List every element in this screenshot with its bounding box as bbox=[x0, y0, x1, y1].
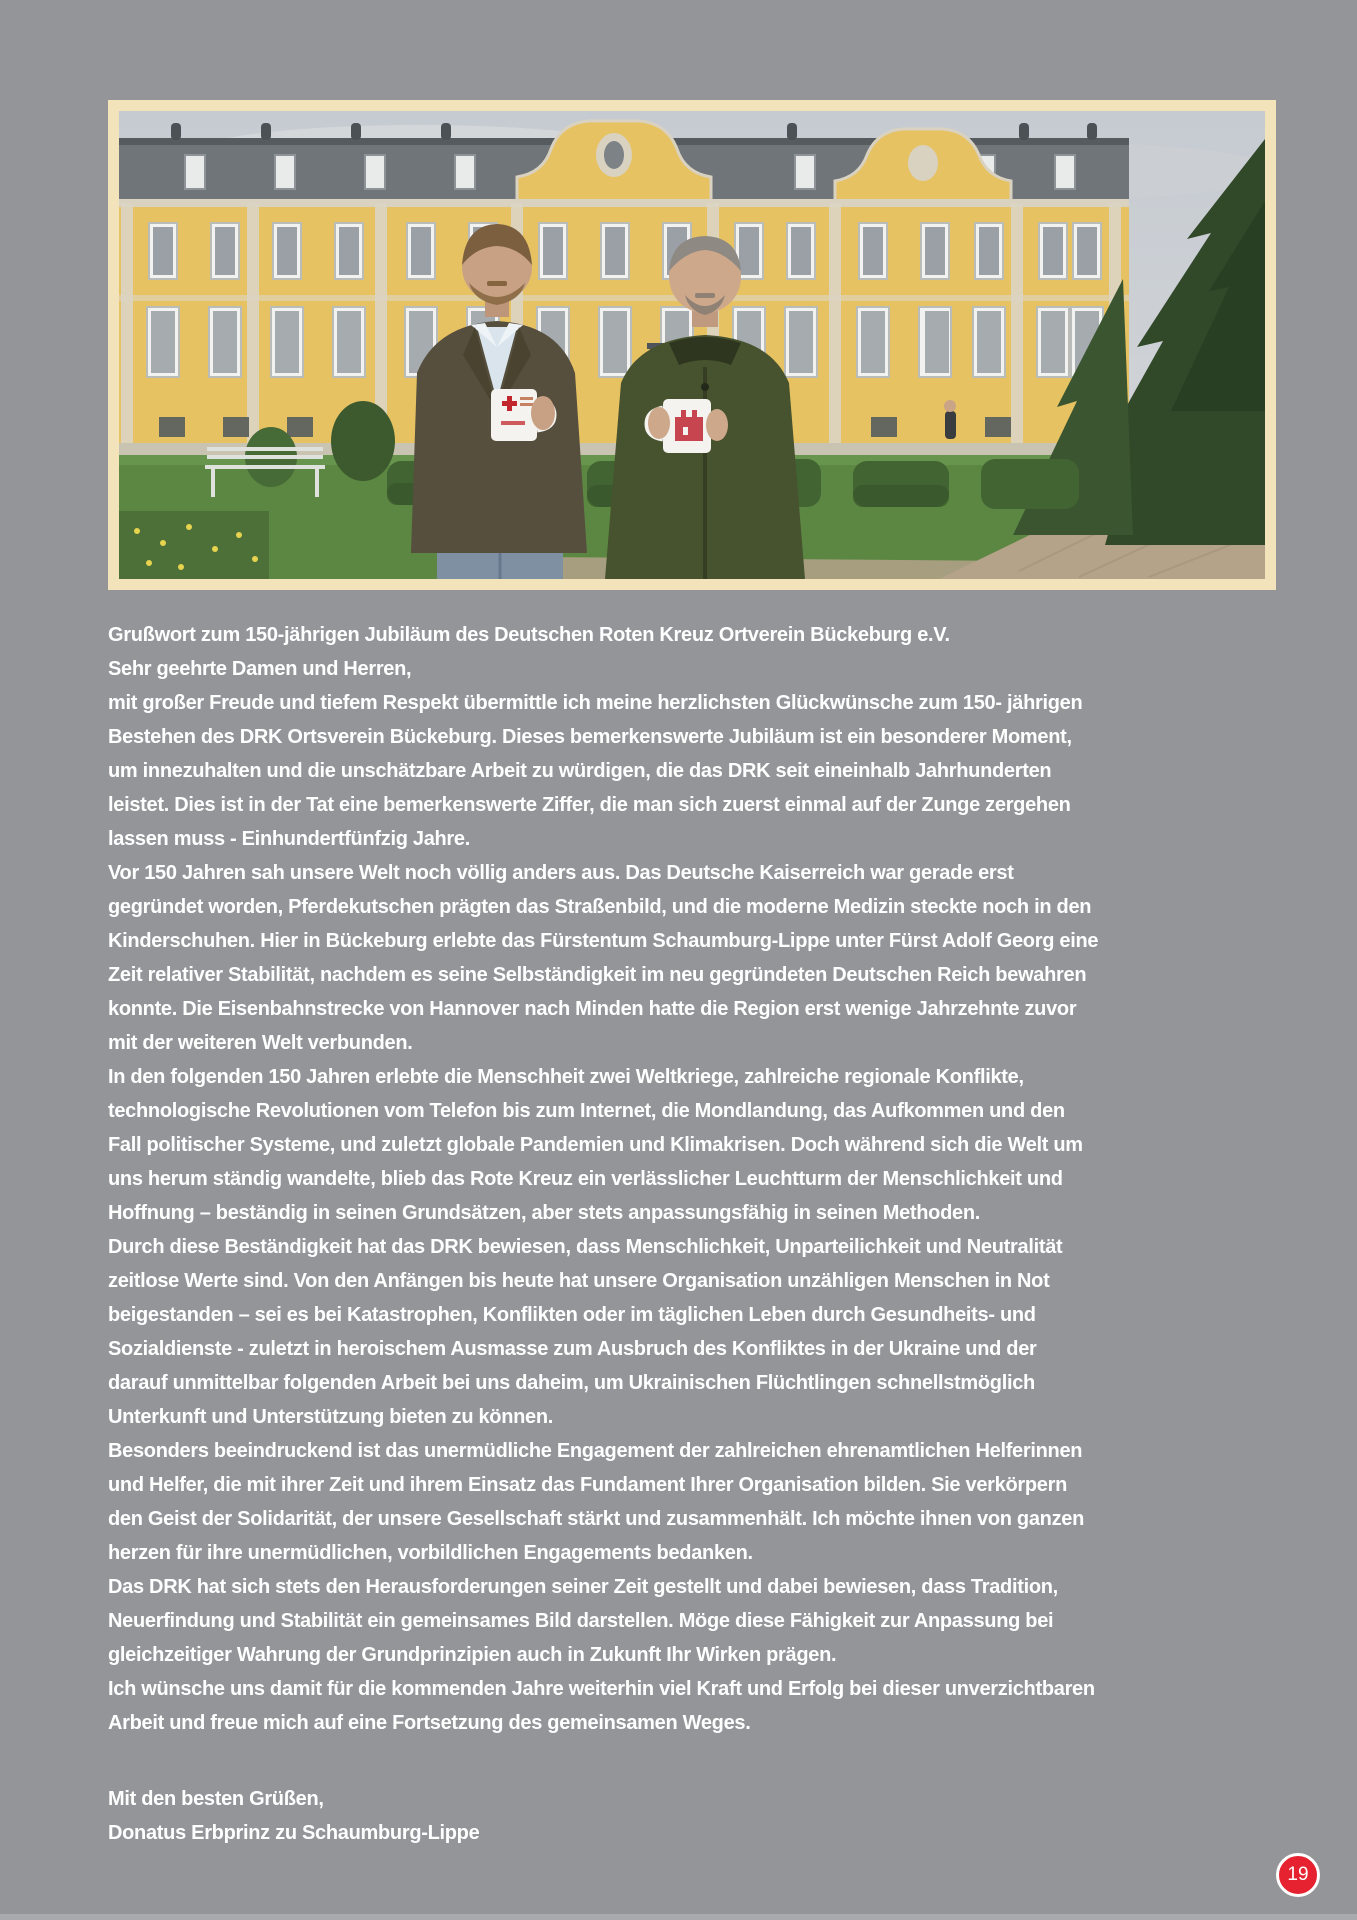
letter-line: mit großer Freude und tiefem Respekt übermittle ich meine herzlichsten Glückwünsche zum 150- jährigen bbox=[108, 692, 1083, 714]
letter-line: lassen muss - Einhundertfünfzig Jahre. bbox=[108, 828, 470, 850]
letter-line: Vor 150 Jahren sah unsere Welt noch völlig anders aus. Das Deutsche Kaiserreich war gerade erst bbox=[108, 862, 1014, 884]
letter-line: den Geist der Solidarität, der unsere Gesellschaft stärkt und zusammenhält. Ich möchte ihnen von ganzen bbox=[108, 1508, 1085, 1530]
letter-line: Sozialdienste - zuletzt in heroischem Ausmasse zum Ausbruch des Konfliktes in der Ukraine und der bbox=[108, 1338, 1037, 1360]
page-number-badge bbox=[1276, 1853, 1320, 1897]
letter-line: darauf unmittelbar folgenden Arbeit bei uns daheim, um Ukrainischen Flüchtlingen schnellstmöglich bbox=[108, 1372, 1035, 1394]
letter-line: mit der weiteren Welt verbunden. bbox=[108, 1032, 413, 1054]
letter-line: Ich wünsche uns damit für die kommenden Jahre weiterhin viel Kraft und Erfolg bei dieser unverzichtbaren bbox=[108, 1678, 1095, 1700]
letter-line: beigestanden – sei es bei Katastrophen, Konflikten oder im täglichen Leben durch Gesundheits- und bbox=[108, 1304, 1036, 1326]
letter-line: Bestehen des DRK Ortsverein Bückeburg. Dieses bemerkenswerte Jubiläum ist ein besonderer Moment, bbox=[108, 726, 1072, 748]
letter-body bbox=[108, 618, 1273, 1850]
letter-line: technologische Revolutionen vom Telefon bis zum Internet, die Mondlandung, das Aufkommen und den bbox=[108, 1100, 1065, 1122]
letter-line: und Helfer, die mit ihrer Zeit und ihrem Einsatz das Fundament Ihrer Organisation bilden. Sie verkörpern bbox=[108, 1474, 1067, 1496]
page-number: 19 bbox=[1287, 1864, 1309, 1885]
letter-line: Unterkunft und Unterstützung bieten zu können. bbox=[108, 1406, 554, 1428]
letter-line: Neuerfindung und Stabilität ein gemeinsames Bild darstellen. Möge diese Fähigkeit zur Anpassung bei bbox=[108, 1610, 1054, 1632]
letter-line: In den folgenden 150 Jahren erlebte die Menschheit zwei Weltkriege, zahlreiche regionale Konflikte, bbox=[108, 1066, 1024, 1088]
letter-line: Kinderschuhen. Hier in Bückeburg erlebte das Fürstentum Schaumburg-Lippe unter Fürst Adolf Georg eine bbox=[108, 930, 1099, 952]
letter-line: Durch diese Beständigkeit hat das DRK bewiesen, dass Menschlichkeit, Unparteilichkeit und Neutralität bbox=[108, 1236, 1063, 1258]
letter-line: herzen für ihre unermüdlichen, vorbildlichen Engagements bedanken. bbox=[108, 1542, 753, 1564]
letter-line: um innezuhalten und die unschätzbare Arbeit zu würdigen, die das DRK seit eineinhalb Jahrhunderten bbox=[108, 760, 1052, 782]
closing-line: Donatus Erbprinz zu Schaumburg-Lippe bbox=[108, 1822, 480, 1844]
letter-closing bbox=[108, 1782, 1273, 1850]
letter-line: Grußwort zum 150-jährigen Jubiläum des Deutschen Roten Kreuz Ortverein Bückeburg e.V. bbox=[108, 624, 950, 646]
letter-text bbox=[108, 618, 1273, 1740]
letter-line: Arbeit und freue mich auf eine Fortsetzung des gemeinsamen Weges. bbox=[108, 1712, 751, 1734]
letter-line: gegründet worden, Pferdekutschen prägten das Straßenbild, und die moderne Medizin steckte noch in den bbox=[108, 896, 1092, 918]
letter-line: uns herum ständig wandelte, blieb das Rote Kreuz ein verlässlicher Leuchtturm der Menschlichkeit und bbox=[108, 1168, 1063, 1190]
letter-line: Sehr geehrte Damen und Herren, bbox=[108, 658, 412, 680]
anniversary-photo bbox=[108, 100, 1276, 590]
letter-line: Das DRK hat sich stets den Herausforderungen seiner Zeit gestellt und dabei bewiesen, dass Tradition, bbox=[108, 1576, 1058, 1598]
letter-line: konnte. Die Eisenbahnstrecke von Hannover nach Minden hatte die Region erst wenige Jahrzehnte zuvor bbox=[108, 998, 1077, 1020]
palace-photo-illustration bbox=[119, 111, 1265, 579]
letter-line: zeitlose Werte sind. Von den Anfängen bis heute hat unsere Organisation unzähligen Menschen in Not bbox=[108, 1270, 1050, 1292]
page-bottom-edge bbox=[0, 1914, 1357, 1920]
letter-line: leistet. Dies ist in der Tat eine bemerkenswerte Ziffer, die man sich zuerst einmal auf der Zunge zergehen bbox=[108, 794, 1071, 816]
closing-line: Mit den besten Grüßen, bbox=[108, 1788, 324, 1810]
letter-line: gleichzeitiger Wahrung der Grundprinzipien auch in Zukunft Ihr Wirken prägen. bbox=[108, 1644, 837, 1666]
letter-line: Besonders beeindruckend ist das unermüdliche Engagement der zahlreichen ehrenamtlichen Helferinnen bbox=[108, 1440, 1083, 1462]
letter-line: Hoffnung – beständig in seinen Grundsätzen, aber stets anpassungsfähig in seinen Methoden. bbox=[108, 1202, 981, 1224]
letter-line: Zeit relativer Stabilität, nachdem es seine Selbständigkeit im neu gegründeten Deutschen Reich bewahren bbox=[108, 964, 1087, 986]
letter-line: Fall politischer Systeme, und zuletzt globale Pandemien und Klimakrisen. Doch während sich die Welt um bbox=[108, 1134, 1083, 1156]
